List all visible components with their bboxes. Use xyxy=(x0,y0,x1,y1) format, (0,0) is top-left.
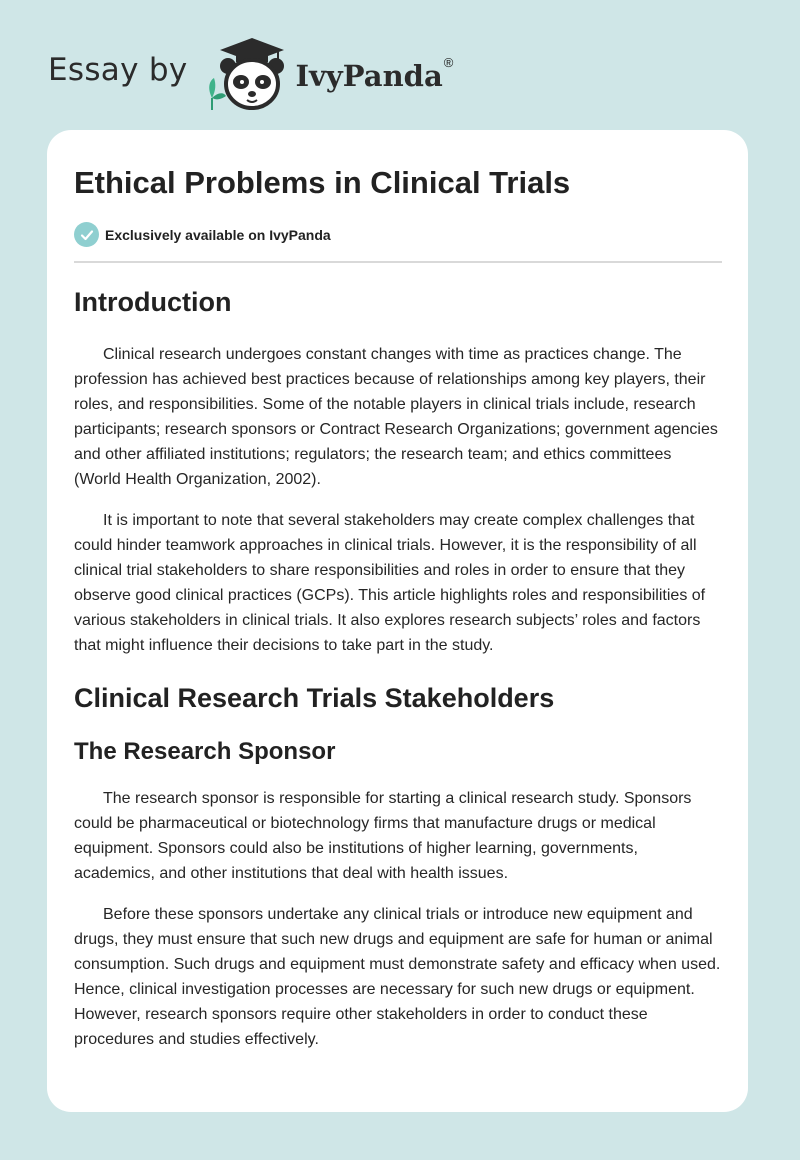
paragraph: The research sponsor is responsible for starting a clinical research study. Sponsors could be pharmaceutical or biotechnology firms that manufacture drugs or medical equipment. Sponsors could also be institutions of higher learning, governments, academics, and other institutions that deal with health issues. xyxy=(74,790,692,882)
panda-logo-icon xyxy=(202,34,294,114)
page-title: Ethical Problems in Clinical Trials xyxy=(74,165,571,200)
section-heading-stakeholders: Clinical Research Trials Stakeholders xyxy=(74,683,555,713)
subsection-heading-research-sponsor: The Research Sponsor xyxy=(74,738,336,765)
section-heading-introduction: Introduction xyxy=(74,287,232,317)
essay-content xyxy=(74,280,722,1052)
brand-name: IvyPanda xyxy=(295,59,443,93)
check-icon xyxy=(74,222,99,247)
brand-header[interactable] xyxy=(48,34,453,114)
paragraph: Clinical research undergoes constant changes with time as practices change. The profession has achieved best practices because of relationships among key players, their roles, and responsibilities. Some of the notable players in clinical trials include, research participants; research sponsors or Contract Research Organizations; government agencies and other affiliated institutions; regulators; the research team; and ethics committees (World Health Organization, 2002). xyxy=(74,346,718,488)
paragraph: Before these sponsors undertake any clinical trials or introduce new equipment and drugs, they must ensure that such new drugs and equipment are safe for human or animal consumption. Such drugs and equipment must demonstrate safety and efficacy when used. Hence, clinical investigation processes are necessary for such new drugs or equipment. However, research sponsors require other stakeholders in order to conduct these procedures and studies effectively. xyxy=(74,906,721,1048)
paragraph: It is important to note that several stakeholders may create complex challenges that could hinder teamwork approaches in clinical trials. However, it is the responsibility of all clinical trial stakeholders to share responsibilities and roles in order to ensure that they observe good clinical practices (GCPs). This article highlights roles and responsibilities of various stakeholders in clinical trials. It also explores research subjects’ roles and factors that might influence their decisions to take part in the study. xyxy=(74,512,706,654)
essay-card xyxy=(47,130,748,1112)
registered-mark: ® xyxy=(443,54,454,70)
exclusive-label: Exclusively available on IvyPanda xyxy=(105,226,331,243)
divider xyxy=(74,261,722,263)
brand-prefix: Essay by xyxy=(48,52,188,88)
exclusive-badge xyxy=(74,222,331,247)
